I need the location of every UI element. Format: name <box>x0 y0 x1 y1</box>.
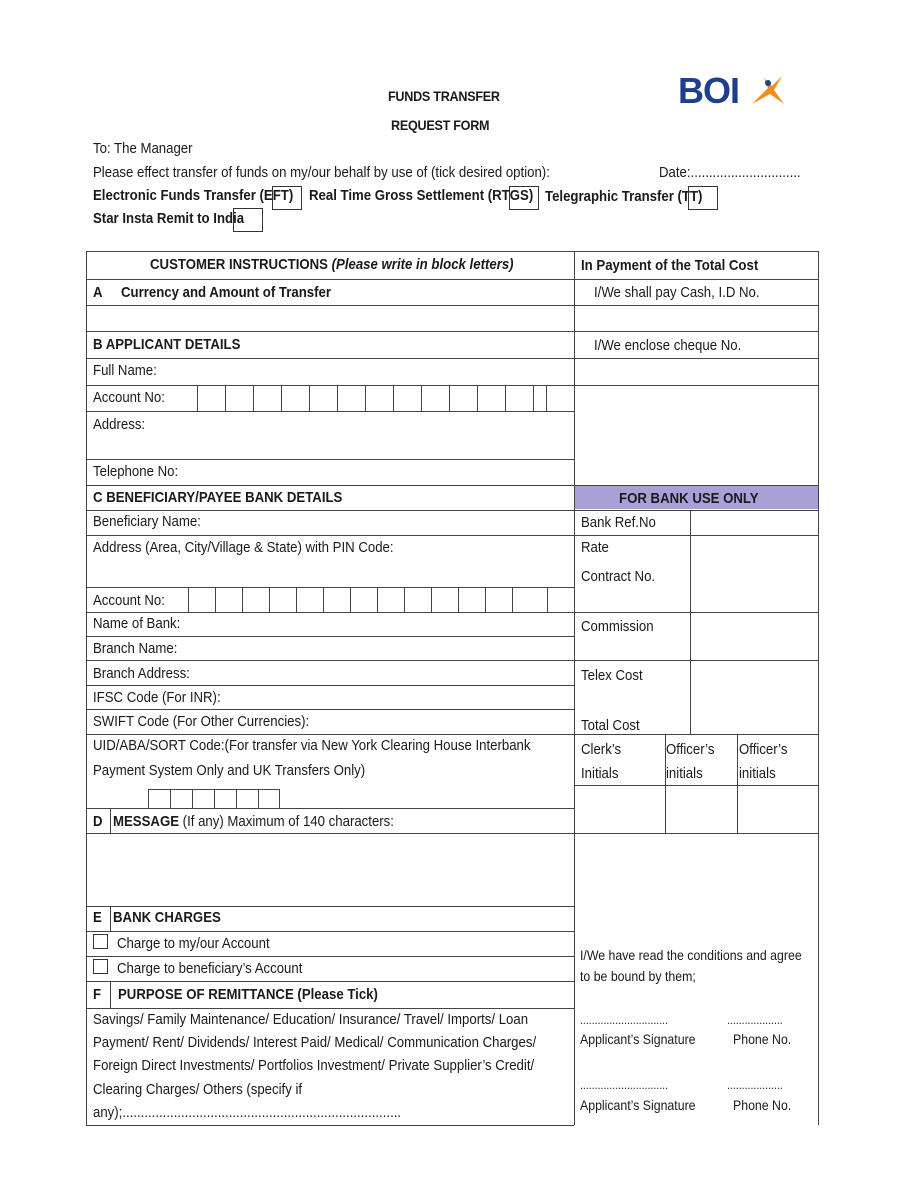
agreement-line2: to be bound by them; <box>580 968 696 984</box>
signature-line[interactable]: .............................. <box>580 1078 669 1092</box>
section-e-letter: E <box>93 909 102 926</box>
digit-box-divider <box>258 789 259 808</box>
uid-label-line1: UID/ABA/SORT Code:(For transfer via New York Clearing House Interbank <box>93 737 531 754</box>
phone-no-label: Phone No. <box>733 1097 792 1113</box>
total-cost-label: Total Cost <box>581 717 640 734</box>
ifsc-label: IFSC Code (For INR): <box>93 689 221 706</box>
date-field[interactable]: Date:.............................. <box>659 164 801 181</box>
rule <box>574 535 819 536</box>
commission-label: Commission <box>581 618 654 635</box>
form-title-line1: FUNDS TRANSFER <box>388 88 500 104</box>
section-b-title: B APPLICANT DETAILS <box>93 336 241 353</box>
phone-line[interactable]: ................... <box>727 1013 783 1027</box>
currency-amount-input[interactable] <box>88 307 572 330</box>
instruction-text: Please effect transfer of funds on my/our behalf by use of (tick desired option): <box>93 164 550 181</box>
rule <box>574 510 819 511</box>
option-star-label: Star Insta Remit to India <box>93 210 245 227</box>
clerk-initials-line2: Initials <box>581 765 619 782</box>
uid-label-line2: Payment System Only and UK Transfers Only) <box>93 762 366 779</box>
beneficiary-address-label: Address (Area, City/Village & State) with PIN Code: <box>93 539 394 556</box>
rule <box>574 331 819 332</box>
swift-label: SWIFT Code (For Other Currencies): <box>93 713 310 730</box>
rule <box>86 931 574 932</box>
rule <box>86 956 574 957</box>
customer-instructions-header: CUSTOMER INSTRUCTIONS (Please write in block letters) <box>150 256 514 273</box>
officer-initials-line1: Officer’s <box>666 741 715 758</box>
rule <box>574 305 819 306</box>
section-f-title: PURPOSE OF REMITTANCE (Please Tick) <box>118 986 378 1003</box>
option-eft-label: Electronic Funds Transfer (EFT) <box>93 187 294 204</box>
rule <box>86 660 574 661</box>
digit-box-divider <box>214 789 215 808</box>
to-manager: To: The Manager <box>93 140 193 157</box>
digit-box-divider <box>170 789 171 808</box>
officer-initials-line2: initials <box>666 765 703 782</box>
bank-name-label: Name of Bank: <box>93 615 181 632</box>
option-star-box[interactable] <box>233 208 263 232</box>
digit-box-divider <box>236 789 237 808</box>
purpose-line: Payment/ Rent/ Dividends/ Interest Paid/ Medical/ Communication Charges/ <box>93 1034 537 1051</box>
signature-line[interactable]: .............................. <box>580 1013 669 1027</box>
option-tt-label: Telegraphic Transfer (TT) <box>545 188 703 205</box>
rule <box>86 358 574 359</box>
section-f-letter: F <box>93 986 102 1003</box>
officer2-initials-line1: Officer’s <box>739 741 788 758</box>
section-e-title: BANK CHARGES <box>113 909 221 926</box>
rule <box>86 685 574 686</box>
option-rtgs-label: Real Time Gross Settlement (RTGS) <box>309 187 534 204</box>
letter-divider <box>110 808 111 833</box>
rule <box>86 734 574 735</box>
agreement-line1: I/We have read the conditions and agree <box>580 947 802 963</box>
option-eft-box[interactable] <box>272 186 302 210</box>
bank-use-header: FOR BANK USE ONLY <box>619 490 759 507</box>
rule <box>86 485 574 486</box>
branch-name-label: Branch Name: <box>93 640 178 657</box>
applicant-signature-label: Applicant’s Signature <box>580 1097 696 1113</box>
beneficiary-account-input[interactable] <box>188 588 573 611</box>
rule <box>86 1008 574 1009</box>
table-bottom-left <box>86 1125 574 1126</box>
charge-my-account-checkbox[interactable] <box>93 934 108 949</box>
rule <box>574 612 819 613</box>
rule <box>86 411 574 412</box>
rule <box>574 279 819 280</box>
section-d-letter: D <box>93 813 103 830</box>
section-a-letter: A <box>93 284 103 301</box>
option-rtgs-box[interactable] <box>509 186 539 210</box>
section-c-title: C BENEFICIARY/PAYEE BANK DETAILS <box>93 489 343 506</box>
branch-address-label: Branch Address: <box>93 665 190 682</box>
enclose-cheque-label: I/We enclose cheque No. <box>594 337 742 354</box>
rule <box>86 981 574 982</box>
charge-beneficiary-checkbox[interactable] <box>93 959 108 974</box>
message-input[interactable] <box>88 835 576 908</box>
rule <box>86 331 574 332</box>
boi-logo <box>678 70 788 114</box>
purpose-line: Foreign Direct Investments/ Portfolios Investment/ Private Supplier’s Credit/ <box>93 1057 535 1074</box>
pay-cash-label: I/We shall pay Cash, I.D No. <box>594 284 760 301</box>
rule <box>574 385 819 386</box>
initials-divider <box>737 734 738 833</box>
rule <box>86 510 574 511</box>
rule <box>574 833 819 834</box>
rule <box>86 612 574 613</box>
beneficiary-account-label: Account No: <box>93 592 165 609</box>
telex-cost-label: Telex Cost <box>581 667 643 684</box>
beneficiary-name-label: Beneficiary Name: <box>93 513 201 530</box>
purpose-others-input[interactable]: any);............................................................................ <box>93 1104 402 1121</box>
letter-divider <box>110 906 111 931</box>
boi-logo-text: BOI <box>678 70 740 111</box>
rule <box>574 785 819 786</box>
rate-label: Rate <box>581 539 609 556</box>
address-label: Address: <box>93 416 146 433</box>
purpose-line: Clearing Charges/ Others (specify if <box>93 1081 303 1098</box>
rule <box>86 709 574 710</box>
column-divider <box>574 251 575 1125</box>
section-d-title: MESSAGE (If any) Maximum of 140 characters: <box>113 813 394 830</box>
applicant-account-label: Account No: <box>93 389 165 406</box>
rule <box>86 279 574 280</box>
applicant-signature-label: Applicant’s Signature <box>580 1031 696 1047</box>
rule <box>86 305 574 306</box>
digit-box-divider <box>192 789 193 808</box>
payment-header: In Payment of the Total Cost <box>581 257 759 274</box>
charge-my-account-label: Charge to my/our Account <box>117 935 270 952</box>
clerk-initials-line1: Clerk’s <box>581 741 622 758</box>
letter-divider <box>110 981 111 1008</box>
rule <box>86 459 574 460</box>
applicant-account-input[interactable] <box>197 386 573 410</box>
telephone-label: Telephone No: <box>93 463 179 480</box>
form-title-line2: REQUEST FORM <box>391 117 490 133</box>
section-a-title: Currency and Amount of Transfer <box>121 284 332 301</box>
rule <box>86 808 574 809</box>
bank-use-divider <box>690 510 691 734</box>
phone-no-label: Phone No. <box>733 1031 792 1047</box>
rule <box>86 636 574 637</box>
rule <box>86 833 574 834</box>
rule <box>574 734 819 735</box>
star-logo-icon <box>748 74 788 108</box>
bank-ref-label: Bank Ref.No <box>581 514 656 531</box>
full-name-label: Full Name: <box>93 362 157 379</box>
rule <box>86 535 574 536</box>
charge-beneficiary-label: Charge to beneficiary’s Account <box>117 960 303 977</box>
contract-no-label: Contract No. <box>581 568 656 585</box>
phone-line[interactable]: ................... <box>727 1078 783 1092</box>
purpose-line: Savings/ Family Maintenance/ Education/ Insurance/ Travel/ Imports/ Loan <box>93 1011 529 1028</box>
rule <box>574 660 819 661</box>
officer2-initials-line2: initials <box>739 765 776 782</box>
option-tt-box[interactable] <box>688 186 718 210</box>
rule <box>574 358 819 359</box>
